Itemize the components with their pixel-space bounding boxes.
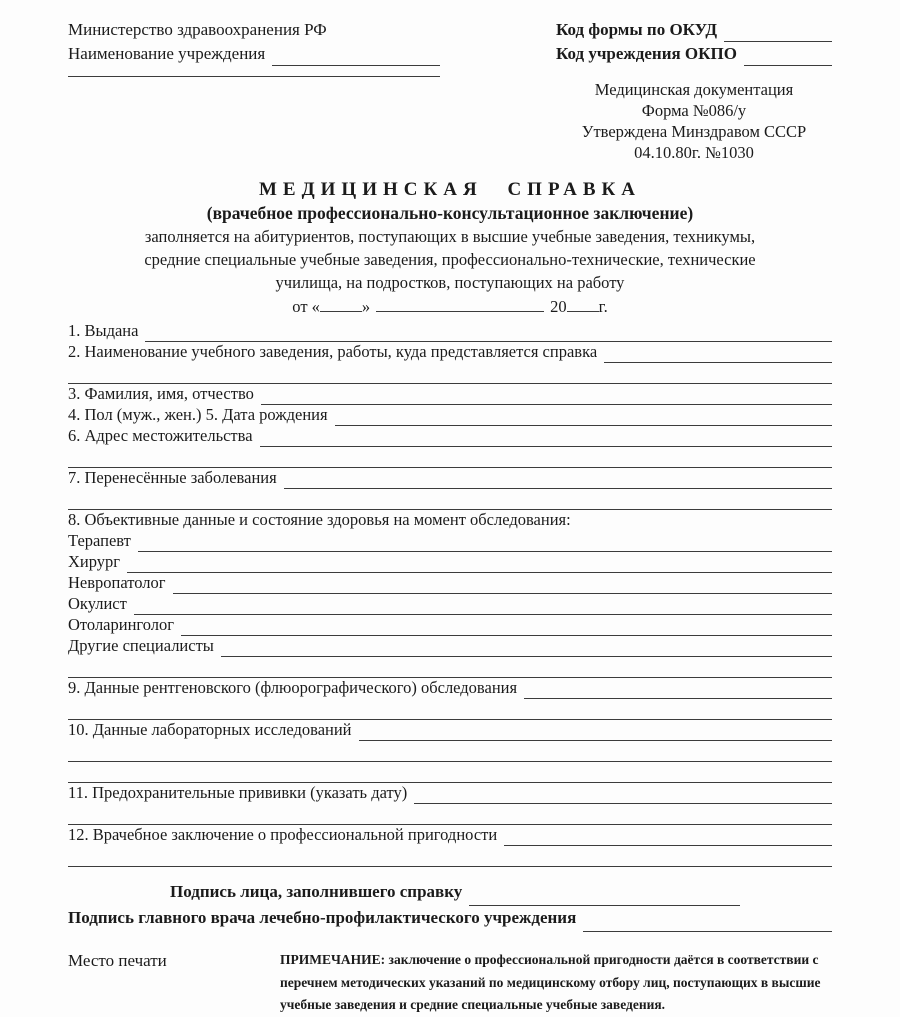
- field-lab-data: [68, 720, 832, 741]
- field-institution-name: [68, 342, 832, 363]
- field-label: Окулист: [68, 594, 127, 613]
- okpo-blank-line: [744, 42, 832, 66]
- continuation-line: [68, 657, 832, 678]
- field-label: 6. Адрес местожительства: [68, 426, 253, 445]
- form-title: МЕДИЦИНСКАЯ СПРАВКА: [258, 179, 642, 200]
- okud-line: [556, 18, 832, 42]
- date-year-suffix: г.: [598, 297, 608, 316]
- field-oculist: [68, 594, 832, 615]
- field-label: Отоларинголог: [68, 615, 175, 634]
- continuation-line: [68, 741, 832, 762]
- blank-line: [68, 762, 832, 783]
- doc-type-line: Медицинская документация: [594, 80, 794, 99]
- chief-doctor-signature-line: [68, 906, 832, 932]
- header-right: [556, 18, 832, 163]
- blank-line: [145, 321, 832, 342]
- blank-line: [68, 447, 832, 468]
- blank-line: [284, 468, 832, 489]
- date-prefix: от «: [292, 297, 320, 316]
- blank-line: [68, 76, 440, 77]
- blank-line: [524, 678, 832, 699]
- continuation-line: [68, 846, 832, 867]
- note-text: заключение о профессиональной пригодности даётся в соответствии с перечнем методических указаний по медицинскому отбору лиц, поступающих в высшие учебные заведения и средние специальные учебные заведения.: [280, 952, 821, 1012]
- institution-continuation: [68, 76, 440, 77]
- filler-signature-label: Подпись лица, заполнившего справку: [170, 882, 463, 901]
- continuation-line: [68, 489, 832, 510]
- doc-approval-block: [556, 79, 832, 163]
- continuation-line: [68, 762, 832, 783]
- field-other-specialists: [68, 636, 832, 657]
- blank-line: [68, 699, 832, 720]
- field-label: 1. Выдана: [68, 321, 139, 340]
- field-label: Терапевт: [68, 531, 131, 550]
- field-past-illnesses: [68, 468, 832, 489]
- field-label: 4. Пол (муж., жен.) 5. Дата рождения: [68, 405, 328, 424]
- blank-line: [181, 615, 832, 636]
- okud-blank-line: [724, 18, 832, 42]
- blank-line: [504, 825, 832, 846]
- field-full-name: [68, 384, 832, 405]
- ministry-line: Министерство здравоохранения РФ: [68, 20, 327, 39]
- stamp-place-label: Место печати: [68, 951, 167, 970]
- field-label: Другие специалисты: [68, 636, 214, 655]
- day-blank: [320, 297, 362, 312]
- field-neurologist: [68, 573, 832, 594]
- blank-line: [261, 384, 832, 405]
- form-description-line-2: средние специальные учебные заведения, профессионально-технические, технические: [144, 250, 756, 269]
- form-description-line-3: училища, на подростков, поступающих на работу: [275, 273, 625, 292]
- blank-line: [260, 426, 832, 447]
- field-otolaryngologist: [68, 615, 832, 636]
- note-paragraph: [280, 949, 832, 1017]
- field-xray-data: [68, 678, 832, 699]
- field-label: 11. Предохранительные прививки (указать дату): [68, 783, 408, 802]
- signature-block: [68, 880, 832, 932]
- okpo-line: [556, 42, 832, 66]
- approval-date-line: 04.10.80г. №1030: [634, 143, 754, 162]
- field-label: 3. Фамилия, имя, отчество: [68, 384, 254, 403]
- field-medical-conclusion: [68, 825, 832, 846]
- institution-line: [68, 42, 440, 66]
- continuation-line: [68, 699, 832, 720]
- section-label: 8. Объективные данные и состояние здоровья на момент обследования:: [68, 510, 571, 529]
- field-label: Невропатолог: [68, 573, 166, 592]
- form-footer: [68, 949, 832, 1017]
- continuation-line: [68, 804, 832, 825]
- blank-line: [138, 531, 832, 552]
- field-label: 2. Наименование учебного заведения, работы, куда представляется справка: [68, 342, 598, 361]
- field-surgeon: [68, 552, 832, 573]
- blank-line: [68, 846, 832, 867]
- field-label: 12. Врачебное заключение о профессиональной пригодности: [68, 825, 498, 844]
- month-blank: [376, 297, 544, 312]
- issue-date-line: [68, 295, 832, 318]
- field-address: [68, 426, 832, 447]
- title-block: [68, 178, 832, 318]
- blank-line: [68, 741, 832, 762]
- field-label: 7. Перенесённые заболевания: [68, 468, 277, 487]
- header-left: [68, 18, 440, 163]
- chief-doctor-signature-label: Подпись главного врача лечебно-профилактического учреждения: [68, 908, 577, 927]
- field-vaccinations: [68, 783, 832, 804]
- blank-line: [414, 783, 832, 804]
- blank-line: [68, 804, 832, 825]
- signature-blank-line: [469, 880, 740, 906]
- field-label: 10. Данные лабораторных исследований: [68, 720, 352, 739]
- continuation-line: [68, 447, 832, 468]
- approved-by-line: Утверждена Минздравом СССР: [581, 122, 807, 141]
- date-quote-close: »: [361, 297, 371, 316]
- filler-signature-line: [170, 880, 740, 906]
- institution-label: Наименование учреждения: [68, 44, 266, 63]
- field-label: Хирург: [68, 552, 121, 571]
- blank-line: [68, 363, 832, 384]
- blank-line: [604, 342, 832, 363]
- field-label: 9. Данные рентгеновского (флюорографического) обследования: [68, 678, 518, 697]
- blank-line: [335, 405, 832, 426]
- field-sex-birthdate: [68, 405, 832, 426]
- blank-line: [221, 636, 832, 657]
- signature-blank-line: [583, 906, 832, 932]
- note-label: ПРИМЕЧАНИЕ:: [280, 952, 386, 967]
- blank-line: [134, 594, 832, 615]
- form-number-line: Форма №086/у: [641, 101, 747, 120]
- date-year-prefix: 20: [550, 297, 567, 316]
- field-therapist: [68, 531, 832, 552]
- form-header: [68, 18, 832, 163]
- form-subtitle: (врачебное профессионально-консультационное заключение): [206, 203, 694, 223]
- field-issued: [68, 321, 832, 342]
- blank-line: [127, 552, 832, 573]
- blank-line: [68, 657, 832, 678]
- blank-line: [173, 573, 832, 594]
- section-objective-data: [68, 510, 832, 531]
- okud-label: Код формы по ОКУД: [556, 20, 718, 39]
- continuation-line: [68, 363, 832, 384]
- blank-line: [359, 720, 832, 741]
- institution-blank-line: [272, 42, 440, 66]
- form-fields: [68, 321, 832, 867]
- okpo-label: Код учреждения ОКПО: [556, 44, 737, 63]
- year-blank: [567, 297, 599, 312]
- blank-line: [68, 489, 832, 510]
- form-description-line-1: заполняется на абитуриентов, поступающих в высшие учебные заведения, техникумы,: [144, 227, 756, 246]
